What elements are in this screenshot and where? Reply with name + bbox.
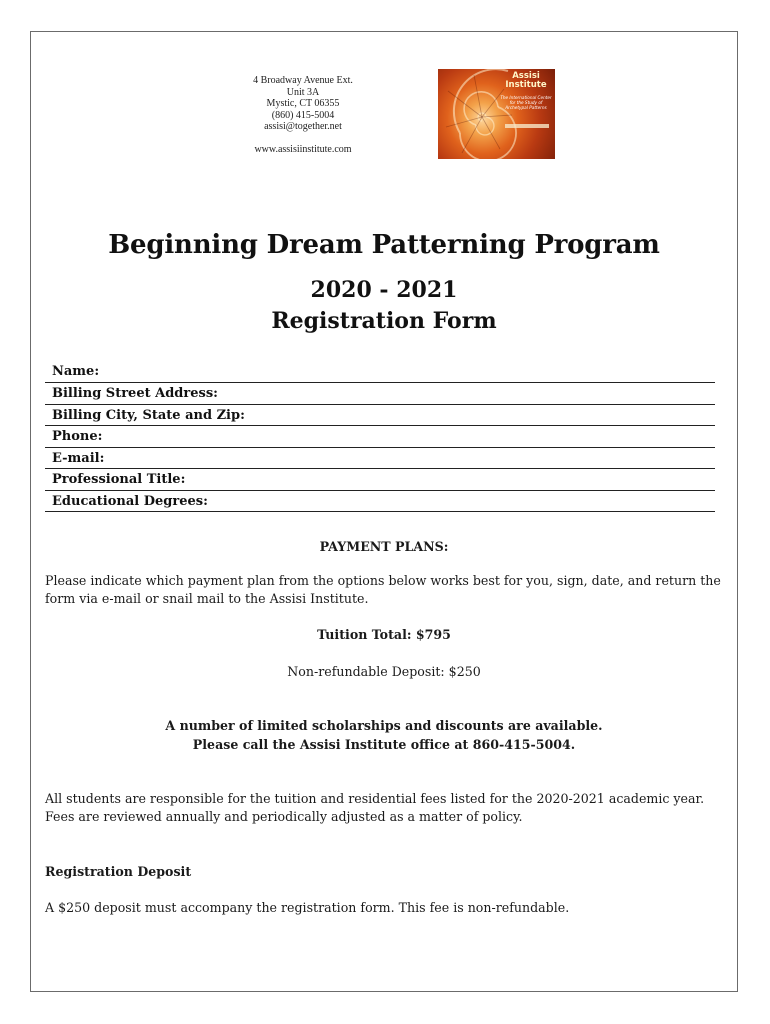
fee-policy-text: All students are responsible for the tuition and residential fees listed for the 2020-2021 academic year. Fees are reviewed annually and periodically adjusted as a matter of policy.: [45, 791, 705, 824]
address-unit: Unit 3A: [286, 86, 320, 98]
logo-wordmark: Assisi Institute: [505, 71, 547, 90]
scholarship-notice: [31, 716, 737, 754]
logo-tagline: The International Center for the Study of Archetypal Patterns: [500, 95, 552, 110]
logo-url-strip: [505, 124, 549, 128]
billing-city-state-zip-field[interactable]: Billing City, State and Zip:: [45, 405, 715, 427]
address-street: 4 Broadway Avenue Ext.: [253, 75, 353, 86]
address-email: assisi@together.net: [264, 121, 342, 133]
phone-field[interactable]: Phone:: [45, 426, 715, 448]
program-title: Beginning Dream Patterning Program: [108, 230, 660, 260]
registration-deposit-text: A $250 deposit must accompany the registration form. This fee is non-refundable.: [45, 900, 570, 915]
educational-degrees-field[interactable]: Educational Degrees:: [45, 491, 715, 513]
program-years: 2020 - 2021: [310, 277, 458, 303]
address-website: www.assisiinstitute.com: [254, 143, 352, 155]
payment-plans-heading: PAYMENT PLANS:: [319, 539, 449, 554]
name-field[interactable]: Name:: [45, 361, 715, 383]
form-page: [30, 31, 738, 992]
address-phone: (860) 415-5004: [271, 109, 335, 121]
form-title: Registration Form: [271, 308, 497, 334]
institute-address: [223, 75, 383, 156]
scholarship-contact-line: Please call the Assisi Institute office at 860-415-5004.: [192, 737, 576, 752]
registration-deposit-heading: Registration Deposit: [45, 864, 192, 879]
scholarship-line: A number of limited scholarships and discounts are available.: [165, 718, 603, 733]
deposit-amount: Non-refundable Deposit: $250: [287, 664, 481, 679]
tuition-total: Tuition Total: $795: [317, 627, 451, 642]
payment-instructions: Please indicate which payment plan from the options below works best for you, sign, date, and return the form via e-mail or snail mail to the Assisi Institute.: [45, 573, 721, 606]
professional-title-field[interactable]: Professional Title:: [45, 469, 715, 491]
assisi-institute-logo: [438, 69, 555, 159]
registration-fields: [45, 361, 715, 512]
billing-street-field[interactable]: Billing Street Address:: [45, 383, 715, 405]
address-city: Mystic, CT 06355: [266, 98, 340, 110]
email-field[interactable]: E-mail:: [45, 448, 715, 470]
